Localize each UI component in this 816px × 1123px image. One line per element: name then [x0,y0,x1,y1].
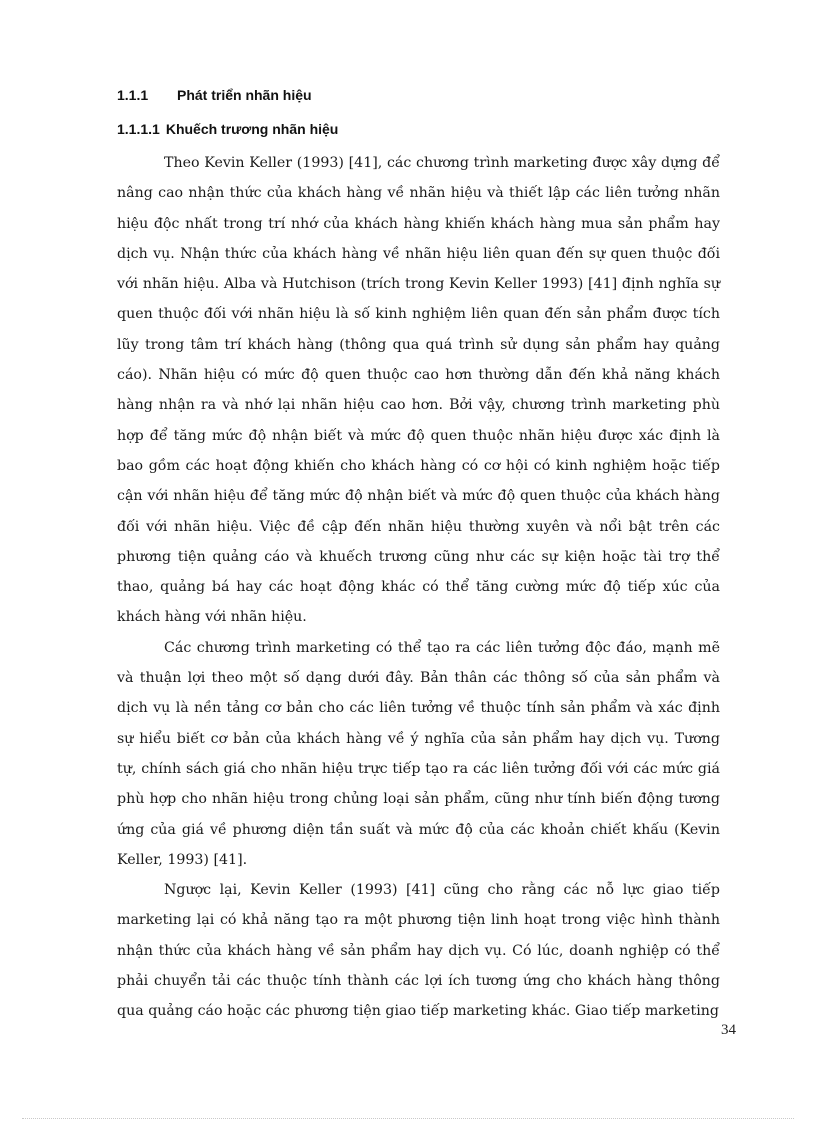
paragraph: Các chương trình marketing có thể tạo ra các liên tưởng độc đáo, mạnh mẽ và thuận lợi theo một số dạng dưới đây. Bản thân các thông số của sản phẩm và dịch vụ là nền tảng cơ bản cho các liên tưởng về thuộc tính sản phẩm và xác định sự hiểu biết cơ bản của khách hàng về ý nghĩa của sản phẩm hay dịch vụ. Tương tự, chính sách giá cho nhãn hiệu trực tiếp tạo ra các liên tưởng đối với các mức giá phù hợp cho nhãn hiệu trong chủng loại sản phẩm, cũng như tính biến động tương ứng của giá về phương diện tần suất và mức độ của các khoản chiết khấu (Kevin Keller, 1993) [41]. [117,639,720,868]
paragraph: Ngược lại, Kevin Keller (1993) [41] cũng cho rằng các nỗ lực giao tiếp marketing lại có khả năng tạo ra một phương tiện linh hoạt trong việc hình thành nhận thức của khách hàng về sản phẩm hay dịch vụ. Có lúc, doanh nghiệp có thể phải chuyển tải các thuộc tính thành các lợi ích tương ứng cho khách hàng thông qua quảng cáo hoặc các phương tiện giao tiếp marketing khác. Giao tiếp marketing [117,882,720,1020]
paragraph: Theo Kevin Keller (1993) [41], các chương trình marketing được xây dựng để nâng cao nhận thức của khách hàng về nhãn hiệu và thiết lập các liên tưởng nhãn hiệu độc nhất trong trí nhớ của khách hàng khiến khách hàng mua sản phẩm hay dịch vụ. Nhận thức của khách hàng về nhãn hiệu liên quan đến sự quen thuộc đối với nhãn hiệu. Alba và Hutchison (trích trong Kevin Keller 1993) [41] định nghĩa sự quen thuộc đối với nhãn hiệu là số kinh nghiệm liên quan đến sản phẩm được tích lũy trong tâm trí khách hàng (thông qua quá trình sử dụng sản phẩm hay quảng cáo). Nhãn hiệu có mức độ quen thuộc cao hơn thường dẫn đến khả năng khách hàng nhận ra và nhớ lại nhãn hiệu cao hơn. Bởi vậy, chương trình marketing phù hợp để tăng mức độ nhận biết và mức độ quen thuộc nhãn hiệu được xác định là bao gồm các hoạt động khiến cho khách hàng có cơ hội có kinh nghiệm hoặc tiếp cận với nhãn hiệu để tăng mức độ nhận biết và mức độ quen thuộc của khách hàng đối với nhãn hiệu. Việc đề cập đến nhãn hiệu thường xuyên và nổi bật trên các phương tiện quảng cáo và khuếch trương cũng như các sự kiện hoặc tài trợ thể thao, quảng bá hay các hoạt động khác có thể tăng cường mức độ tiếp xúc của khách hàng với nhãn hiệu. [117,155,720,626]
section-title: Phát triển nhãn hiệu [177,87,312,103]
section-number: 1.1.1 [117,87,149,103]
page-content [117,83,720,1027]
subsection-title: Khuếch trương nhãn hiệu [165,121,339,137]
page-bottom-divider [22,1118,794,1119]
subsection-heading [117,117,720,141]
page-number: 34 [721,1022,736,1038]
section-heading [117,83,720,107]
subsection-number: 1.1.1.1 [117,121,160,137]
